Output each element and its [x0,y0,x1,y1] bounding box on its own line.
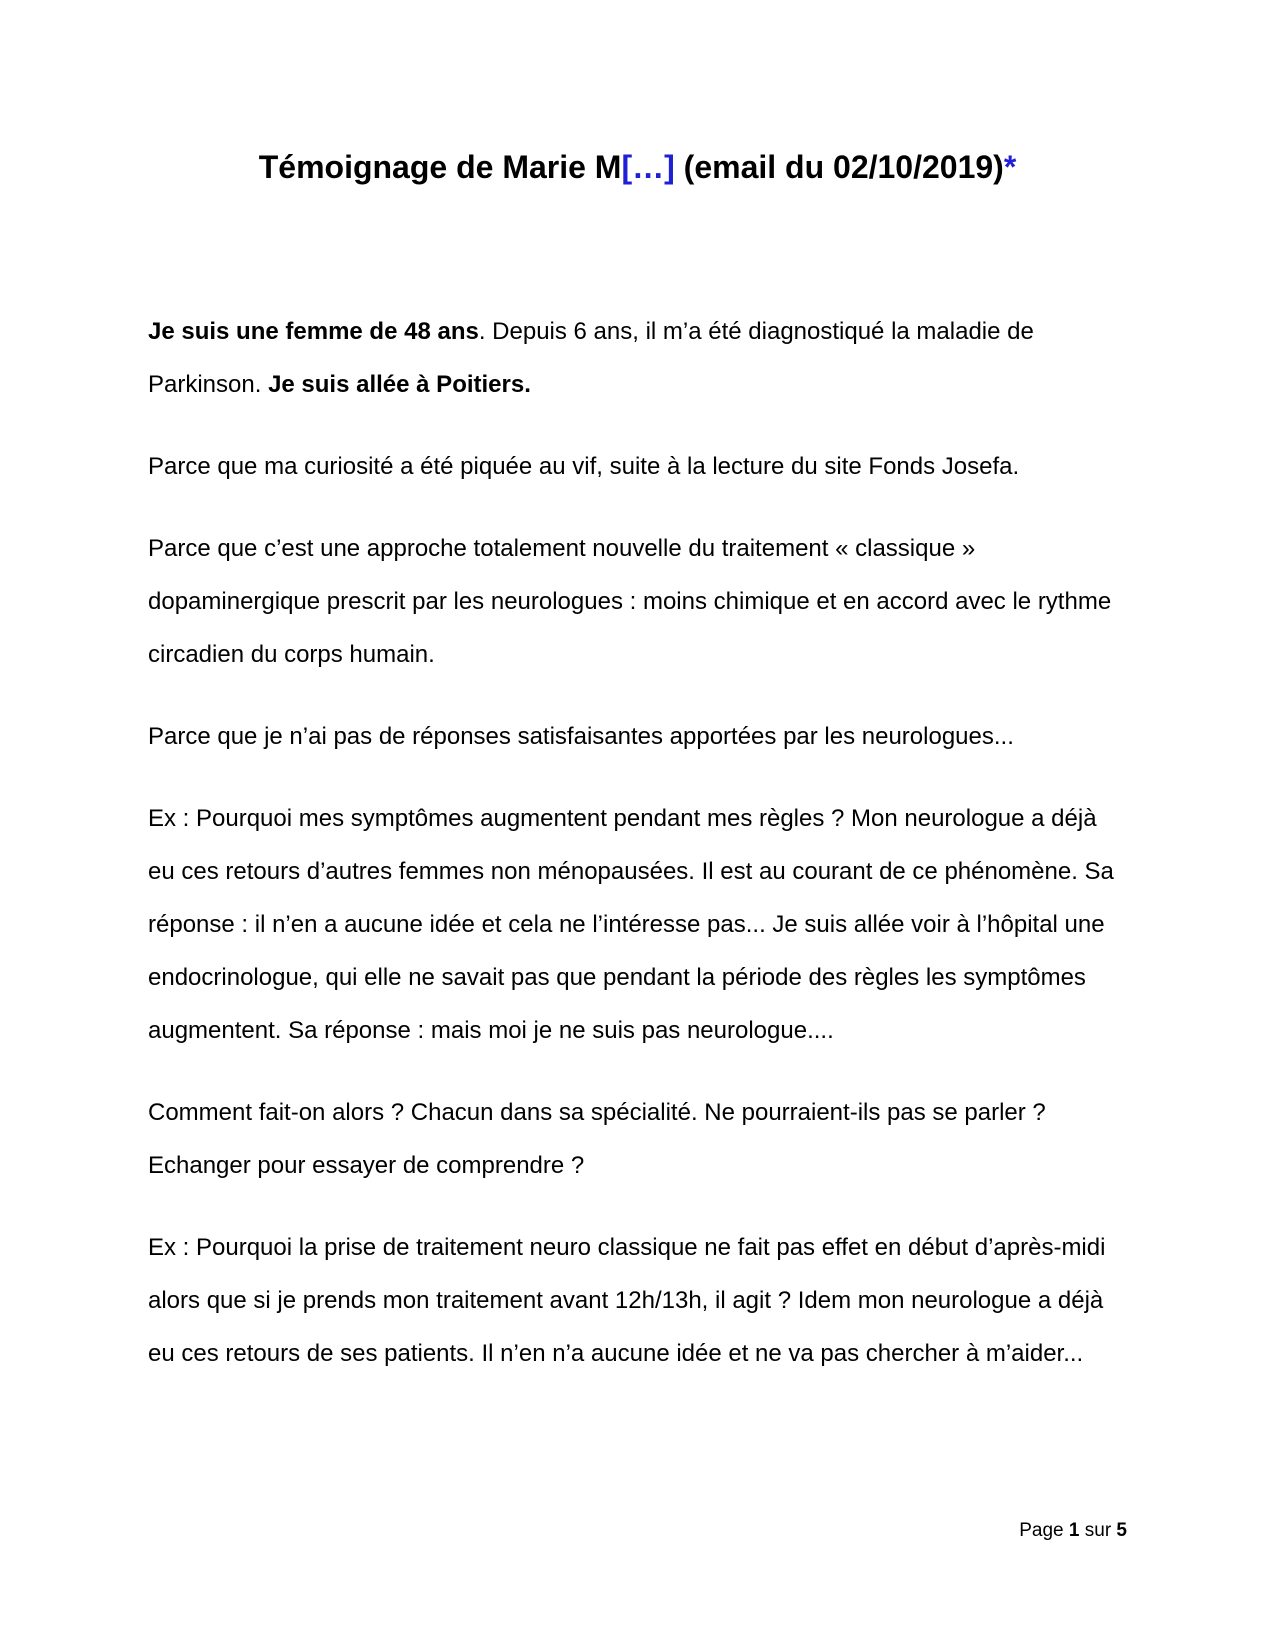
paragraph-1 [148,305,1128,411]
page-total: 5 [1116,1520,1127,1541]
page-number [1019,1518,1127,1544]
paragraph-1-text: . Depuis 6 ans, il m’a été diagnostiqué la maladie de Parkinson. [148,318,1034,398]
title-ellipsis: […] [621,149,675,185]
paragraph-2: Parce que ma curiosité a été piquée au vif, suite à la lecture du site Fonds Josefa. [148,453,1020,480]
title-prefix: Témoignage de Marie M [258,149,622,185]
paragraph-3: Parce que c’est une approche totalement nouvelle du traitement « classique » dopaminergique prescrit par les neurologues : moins chimique et en accord avec le rythme circadien du corps humain. [148,535,1112,668]
page-title [0,145,1275,189]
title-suffix: (email du 02/10/2019) [674,149,1004,185]
page-current: 1 [1068,1520,1080,1541]
paragraph-5: Ex : Pourquoi mes symptômes augmentent pendant mes règles ? Mon neurologue a déjà eu ces retours d’autres femmes non ménopausées. Il est au courant de ce phénomène. Sa réponse : il n’en a aucune idée et cela ne l’intéresse pas... Je suis allée voir à l’hôpital une endocrinologue, qui elle ne savait pas que pendant la période des règles les symptômes augmentent. Sa réponse : mais moi je ne suis pas neurologue.... [148,805,1114,1044]
body-text [148,305,1128,1409]
paragraph-7: Ex : Pourquoi la prise de traitement neuro classique ne fait pas effet en début d’après-midi alors que si je prends mon traitement avant 12h/13h, il agit ? Idem mon neurologue a déjà eu ces retours de ses patients. Il n’en n’a aucune idée et ne va pas chercher à m’aider... [148,1234,1106,1367]
paragraph-1-bold-poitiers: Je suis allée à Poitiers. [268,371,531,398]
page-word: Page [1019,1520,1069,1541]
paragraph-6: Comment fait-on alors ? Chacun dans sa spécialité. Ne pourraient-ils pas se parler ? Echanger pour essayer de comprendre ? [148,1099,1046,1179]
paragraph-4: Parce que je n’ai pas de réponses satisfaisantes apportées par les neurologues... [148,723,1014,750]
of-word: sur [1079,1520,1117,1541]
title-asterisk: * [1003,149,1017,185]
paragraph-1-bold-age: Je suis une femme de 48 ans [148,318,479,345]
